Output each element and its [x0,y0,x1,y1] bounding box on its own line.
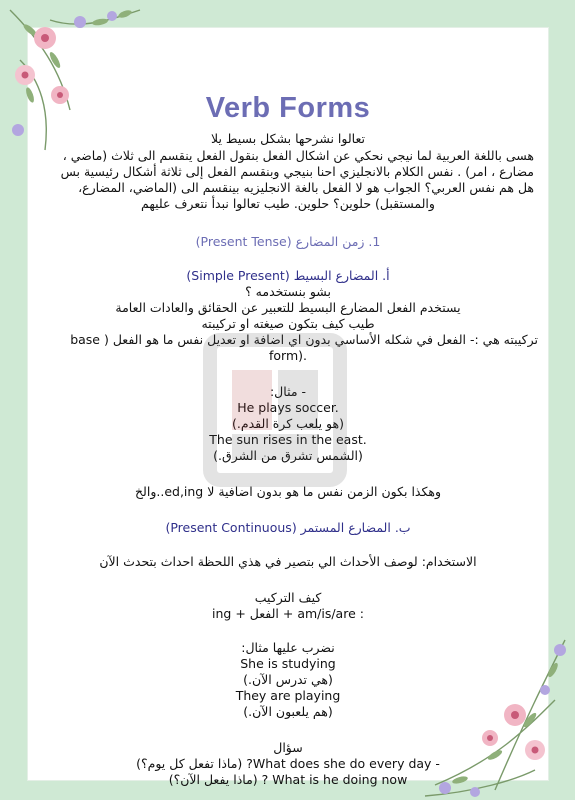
continuous-example-2-arabic: (هم يلعبون الآن.) [243,704,333,719]
intro-line-5: والمستقبل) حلوين؟ حلوين. طيب تعالوا نبدأ نتعرف عليهم [141,196,435,211]
simple-present-structure-line-2: form). [269,348,307,363]
intro-line-1: تعالوا نشرحها بشكل بسيط يلا [211,131,365,146]
example-1-arabic: (هو يلعب كرة القدم.) [232,416,344,431]
simple-present-structure-question: طيب كيف بتكون صيغته او تركيبته [201,316,375,331]
simple-present-note: وهكذا بكون الزمن نفس ما هو بدون اضافية لا ed,ing..والخ [134,484,442,499]
example-2-english: The sun rises in the east. [209,432,367,447]
question-1: - What does she do every day? (ماذا تفعل كل يوم؟) [136,756,440,771]
intro-line-3: مضارع ، امر) . نفس الكلام بالانجليزي احنا بنيجي وبنقسم الفعل إلى ثلاثة أشكال رئيسية بس [60,164,534,179]
section-heading-present-tense: 1. زمن المضارع (Present Tense) [195,234,381,249]
continuous-example-label: نضرب عليها مثال: [241,640,335,655]
simple-present-structure-line-1: تركيبته هي :- الفعل في شكله الأساسي بدون اي اضافة او تعديل نفس ما هو الفعل ( base [70,332,538,347]
simple-present-question: بشو بنستخدمه ؟ [245,284,331,299]
intro-line-2: هسى باللغة العربية لما نيجي نحكي عن اشكال الفعل بنقول الفعل ينقسم الى ثلاث (ماضي ، [62,148,534,163]
intro-line-4: هل هم نفس العربي؟ الجواب هو لا الفعل بالغة الانجليزيه بينقسم الى (الماضي، المضارع، [78,180,534,195]
document-page [28,28,548,787]
subheading-present-continuous: ب. المضارع المستمر (Present Continuous) [165,520,411,535]
simple-present-use: يستخدم الفعل المضارع البسيط للتعبير عن الحقائق والعادات العامة [115,300,461,315]
subheading-simple-present: أ. المضارع البسيط (Simple Present) [186,268,390,283]
continuous-example-1-english: She is studying [240,656,336,671]
continuous-example-1-arabic: (هي تدرس الآن.) [243,672,333,687]
continuous-example-2-english: They are playing [235,688,341,703]
question-label: سؤال [273,740,303,755]
structure-label: كيف التركيب [254,590,322,605]
structure-formula: : am/is/are + الفعل + ing [212,606,364,621]
example-label: - مثال: [269,384,307,399]
document-title: Verb Forms [205,92,371,124]
question-2: What is he doing now ? (ماذا يفعل الآن؟) [168,772,408,787]
example-2-arabic: (الشمس تشرق من الشرق.) [213,448,363,463]
example-1-english: He plays soccer. [237,400,339,415]
present-continuous-use: الاستخدام: لوصف الأحداث الي بتصير في هذي اللحظة احداث بتحدث الآن [99,554,477,569]
